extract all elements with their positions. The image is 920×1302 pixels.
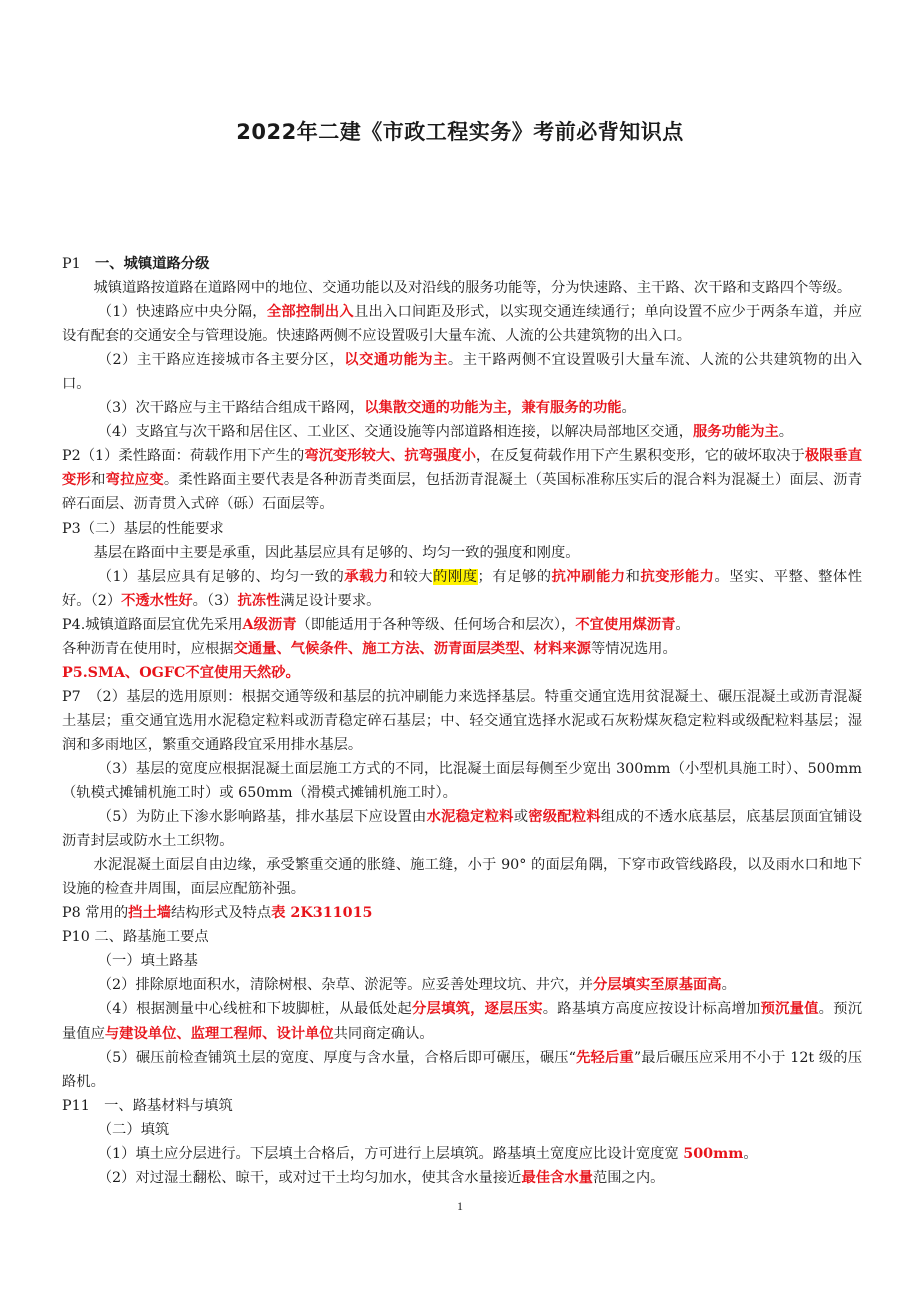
yellow-highlight: 的刚度 <box>433 568 478 585</box>
highlight-text: 挡土墙 <box>128 905 172 922</box>
highlight-text: 密级配粒料 <box>528 809 601 826</box>
highlight-text: 以集散交通的功能为主，兼有服务的功能 <box>364 400 622 417</box>
paragraph: （1）填土应分层进行。下层填土合格后，方可进行上层填筑。路基填土宽度应比设计宽度宽 500mm。 <box>97 1145 758 1162</box>
paragraph-p4: P4.城镇道路面层宜优先采用A级沥青（即能适用于各种等级、任何场合和层次），不宜使用煤沥青。 <box>62 616 690 633</box>
highlight-text: 弯沉变形较大、抗弯强度小 <box>304 448 476 465</box>
highlight-text: 分层填筑，逐层压实 <box>412 1001 543 1018</box>
paragraph: （1）基层应具有足够的、均匀一致的承载力和较大的刚度；有足够的抗冲刷能力和抗变形能力。坚实、平整、整体性好。（2）不透水性好。（3）抗冻性满足设计要求。 <box>62 568 863 609</box>
highlight-text: 不透水性好 <box>121 592 193 609</box>
paragraph-p7: P7 （2）基层的选用原则：根据交通等级和基层的抗冲刷能力来选择基层。特重交通宜选用贫混凝土、碾压混凝土或沥青混凝土基层；重交通宜选用水泥稳定粒料或沥青稳定碎石基层；中、轻交通宜选择水泥或石灰粉煤灰稳定粒料或级配粒料基层；湿润和多雨地区，繁重交通路段宜采用排水基层。 <box>62 688 862 753</box>
highlight-text: 与建设单位、监理工程师、设计单位 <box>104 1025 334 1042</box>
highlight-text: 交通量、气候条件、施工方法、沥青面层类型、材料来源 <box>233 640 591 657</box>
highlight-text: 全部控制出入 <box>266 304 354 321</box>
highlight-text: 水泥稳定粒料 <box>426 809 514 826</box>
paragraph: 城镇道路按道路在道路网中的地位、交通功能以及对沿线的服务功能等，分为快速路、主干路、次干路和支路四个等级。 <box>93 280 852 297</box>
highlight-text: 500mm <box>683 1145 744 1162</box>
highlight-text: 预沉量值 <box>760 1001 819 1018</box>
paragraph: （2）排除原地面积水，清除树根、杂草、淤泥等。应妥善处理坟坑、井穴，并分层填实至原基面高。 <box>97 977 736 994</box>
highlight-text: 弯拉应变 <box>105 472 164 489</box>
paragraph: （1）快速路应中央分隔，全部控制出入且出入口间距及形式，以实现交通连续通行；单向设置不应少于两条车道，并应设有配套的交通安全与管理设施。快速路两侧不应设置吸引大量车流、人流的公共建筑物的出入口。 <box>62 304 862 345</box>
highlight-text: 先轻后重 <box>575 1049 634 1066</box>
paragraph: 各种沥青在使用时，应根据交通量、气候条件、施工方法、沥青面层类型、材料来源等情况选用。 <box>62 640 677 657</box>
paragraph: （2）主干路应连接城市各主要分区，以交通功能为主。主干路两侧不宜设置吸引大量车流、人流的公共建筑物的出入口。 <box>62 352 862 393</box>
paragraph: 水泥混凝土面层自由边缘，承受繁重交通的胀缝、施工缝，小于 90° 的面层角隅，下穿市政管线路段，以及雨水口和地下设施的检查井周围，面层应配筋补强。 <box>62 857 862 898</box>
document-title: 2022年二建《市政工程实务》考前必背知识点 <box>236 120 684 144</box>
paragraph-p8: P8 常用的挡土墙结构形式及特点表 2K311015 <box>62 905 373 922</box>
highlight-text: 抗冻性 <box>237 592 281 609</box>
paragraph: （二）填筑 <box>97 1121 170 1138</box>
highlight-text: 极限垂直变形 <box>62 448 863 489</box>
highlight-text: A级沥青 <box>242 616 297 633</box>
document-body <box>62 252 862 1190</box>
page-number: 1 <box>457 1199 463 1213</box>
paragraph: （5）为防止下渗水影响路基，排水基层下应设置由水泥稳定粒料或密级配粒料组成的不透水底基层，底基层顶面宜铺设沥青封层或防水土工织物。 <box>62 809 863 850</box>
paragraph-p2: P2（1）柔性路面：荷载作用下产生的弯沉变形较大、抗弯强度小，在反复荷载作用下产生累积变形，它的破坏取决于极限垂直变形和弯拉应变。柔性路面主要代表是各种沥青类面层，包括沥青混凝土（英国标准称压实后的混合料为混凝土）面层、沥青碎石面层、沥青贯入式碎（砾）石面层等。 <box>62 448 863 513</box>
highlight-text: 抗变形能力 <box>640 568 715 585</box>
section-heading-p1: P1 一、城镇道路分级 <box>62 256 210 272</box>
paragraph: 基层在路面中主要是承重，因此基层应具有足够的、均匀一致的强度和刚度。 <box>93 544 580 561</box>
paragraph: （4）根据测量中心线桩和下坡脚桩，从最低处起分层填筑，逐层压实。路基填方高度应按设计标高增加预沉量值。预沉量值应与建设单位、监理工程师、设计单位共同商定确认。 <box>62 1001 862 1042</box>
paragraph: （4）支路宜与次干路和居住区、工业区、交通设施等内部道路相连接，以解决局部地区交通，服务功能为主。 <box>97 424 794 441</box>
section-heading-p11: P11 一、路基材料与填筑 <box>62 1097 233 1114</box>
paragraph: （2）对过湿土翻松、晾干，或对过干土均匀加水，使其含水量接近最佳含水量范围之内。 <box>97 1169 665 1186</box>
paragraph-p5: P5.SMA、OGFC不宜使用天然砂。 <box>62 664 300 681</box>
paragraph: （一）填土路基 <box>97 953 198 970</box>
highlight-text: 表 2K311015 <box>271 905 373 922</box>
highlight-text: 以交通功能为主 <box>344 352 448 369</box>
highlight-text: 服务功能为主 <box>693 424 779 441</box>
paragraph: （3）次干路应与主干路结合组成干路网，以集散交通的功能为主，兼有服务的功能。 <box>97 400 636 417</box>
highlight-text: 最佳含水量 <box>521 1169 593 1186</box>
paragraph: （5）碾压前检查铺筑土层的宽度、厚度与含水量，合格后即可碾压，碾压“先轻后重”最后碾压应采用不小于 12t 级的压路机。 <box>62 1049 862 1090</box>
section-heading-p10: P10 二、路基施工要点 <box>62 929 209 946</box>
highlight-text: 不宜使用煤沥青 <box>575 616 676 633</box>
highlight-text: 抗冲刷能力 <box>551 568 626 585</box>
section-heading-p3: P3（二）基层的性能要求 <box>62 520 224 537</box>
highlight-text: 分层填实至原基面高 <box>592 977 722 994</box>
paragraph: （3）基层的宽度应根据混凝土面层施工方式的不同，比混凝土面层每侧至少宽出 300mm（小型机具施工时）、500mm（轨模式摊铺机施工时）或 650mm（滑模式摊铺机施工时）。 <box>62 760 862 802</box>
highlight-text: 承载力 <box>344 568 389 585</box>
